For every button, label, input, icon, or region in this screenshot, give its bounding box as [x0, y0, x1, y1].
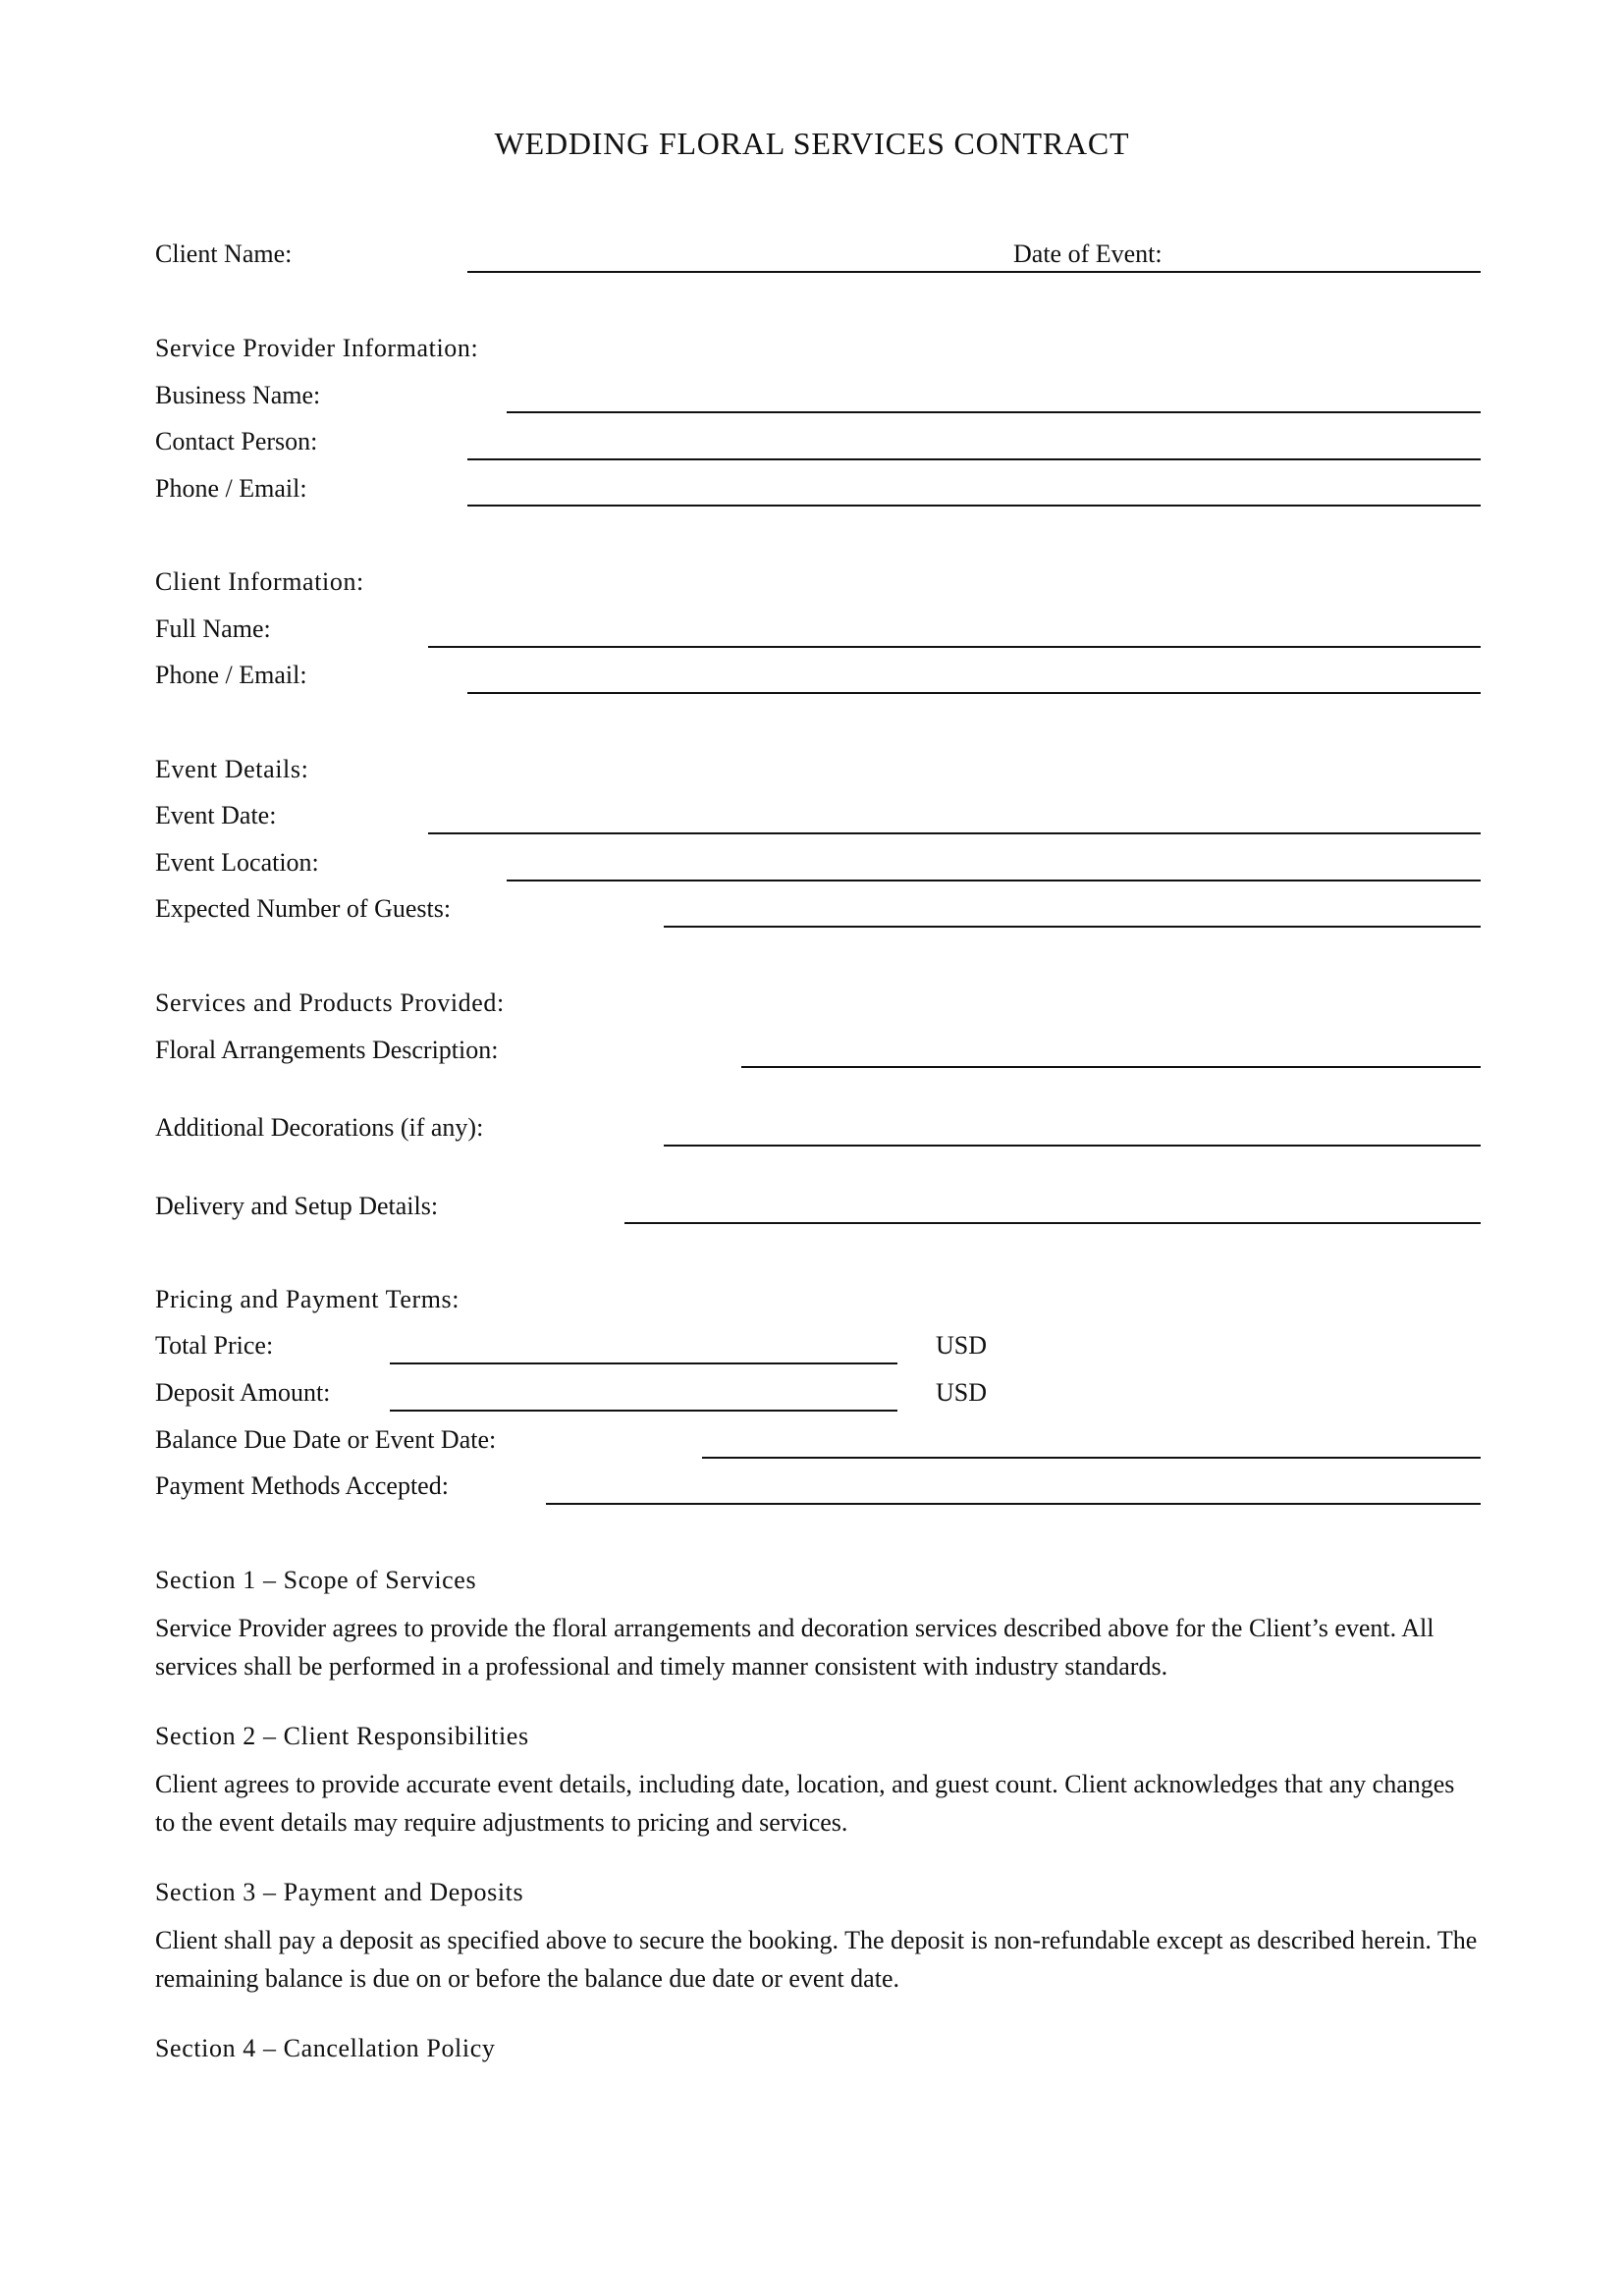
service-provider-heading: Service Provider Information: [155, 334, 479, 362]
decorations-label: Additional Decorations (if any): [155, 1113, 484, 1142]
document-title: WEDDING FLORAL SERVICES CONTRACT [494, 126, 1130, 161]
delivery-label: Delivery and Setup Details: [155, 1192, 439, 1220]
deposit-currency: USD [936, 1378, 988, 1407]
delivery-field[interactable] [624, 1222, 1481, 1224]
section-1-heading: Section 1 – Scope of Services [155, 1566, 477, 1594]
business-name-field[interactable] [507, 411, 1481, 413]
decorations-field[interactable] [664, 1145, 1481, 1147]
event-date-field[interactable] [428, 832, 1481, 834]
section-2-body: Client agrees to provide accurate event details, including date, location, and guest count. Client acknowledges that any changes to the event details may require adjustments to pricing and services. [155, 1770, 1455, 1837]
section-1-body: Service Provider agrees to provide the floral arrangements and decoration services described above for the Client’s event. All services shall be performed in a professional and timely manner consistent with industry standards. [155, 1614, 1435, 1681]
guests-field[interactable] [664, 926, 1481, 928]
section-3-heading: Section 3 – Payment and Deposits [155, 1878, 524, 1906]
payment-methods-label: Payment Methods Accepted: [155, 1471, 449, 1500]
event-location-field[interactable] [507, 880, 1481, 881]
deposit-field[interactable] [390, 1410, 897, 1412]
full-name-label: Full Name: [155, 614, 271, 643]
total-price-label: Total Price: [155, 1331, 274, 1360]
balance-due-label: Balance Due Date or Event Date: [155, 1425, 497, 1454]
provider-phone-email-label: Phone / Email: [155, 474, 307, 503]
services-heading: Services and Products Provided: [155, 988, 505, 1017]
total-price-field[interactable] [390, 1362, 897, 1364]
client-name-label: Client Name: [155, 240, 293, 268]
pricing-heading: Pricing and Payment Terms: [155, 1285, 460, 1313]
business-name-label: Business Name: [155, 381, 321, 409]
total-price-currency: USD [936, 1331, 988, 1360]
client-info-heading: Client Information: [155, 567, 364, 596]
section-4-heading: Section 4 – Cancellation Policy [155, 2034, 496, 2062]
date-of-event-label: Date of Event: [1013, 240, 1163, 268]
section-2-heading: Section 2 – Client Responsibilities [155, 1722, 529, 1750]
deposit-label: Deposit Amount: [155, 1378, 331, 1407]
event-date-label: Event Date: [155, 801, 277, 829]
event-details-heading: Event Details: [155, 755, 309, 783]
provider-phone-email-field[interactable] [467, 505, 1481, 507]
floral-description-field[interactable] [741, 1066, 1481, 1068]
section-3-body: Client shall pay a deposit as specified above to secure the booking. The deposit is non-refundable except as described herein. The remaining balance is due on or before the balance due date or event date. [155, 1926, 1478, 1993]
event-location-label: Event Location: [155, 848, 319, 877]
guests-label: Expected Number of Guests: [155, 894, 452, 923]
contact-person-field[interactable] [467, 458, 1481, 460]
balance-due-field[interactable] [702, 1457, 1481, 1459]
payment-methods-field[interactable] [546, 1503, 1481, 1505]
client-phone-email-field[interactable] [467, 692, 1481, 694]
floral-description-label: Floral Arrangements Description: [155, 1036, 499, 1064]
contact-person-label: Contact Person: [155, 427, 318, 455]
client-name-field[interactable] [467, 271, 1481, 273]
client-phone-email-label: Phone / Email: [155, 661, 307, 689]
full-name-field[interactable] [428, 646, 1481, 648]
